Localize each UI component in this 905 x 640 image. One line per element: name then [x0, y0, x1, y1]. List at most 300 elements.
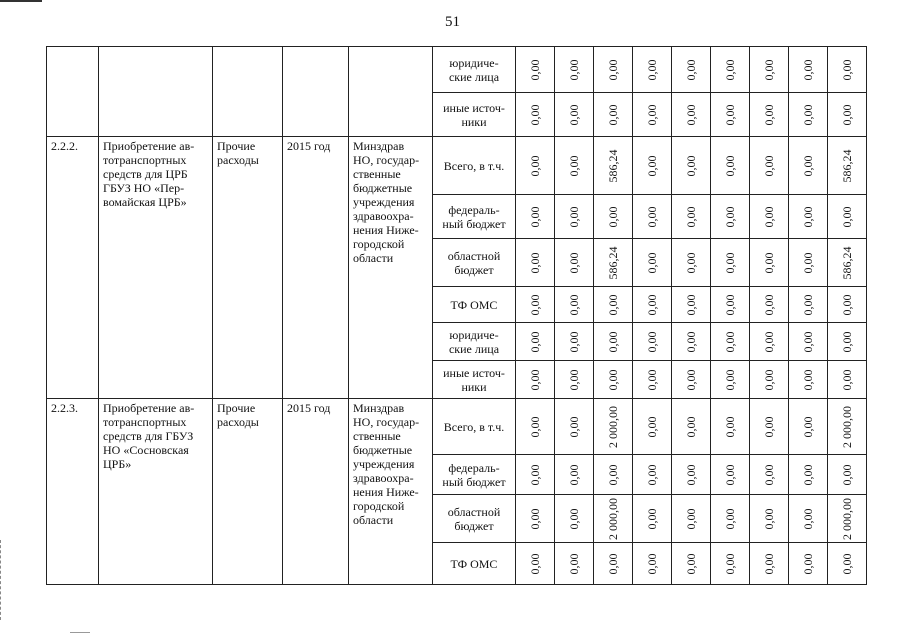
amount-value: 0,00	[762, 464, 776, 485]
amount-value: 0,00	[684, 331, 698, 352]
amount-value: 0,00	[528, 553, 542, 574]
executor-line: области	[353, 513, 394, 527]
amount-value: 0,00	[723, 59, 737, 80]
amount-value: 0,00	[840, 206, 854, 227]
executor-line: нения Ниже-	[353, 223, 419, 237]
amount-value: 0,00	[723, 104, 737, 125]
amount-cell	[750, 495, 789, 543]
amount-cell	[789, 47, 828, 93]
amount-value: 0,00	[567, 294, 581, 315]
amount-cell	[555, 399, 594, 455]
item-name-line: тотранспортных	[103, 415, 187, 429]
amount-value: 0,00	[801, 155, 815, 176]
funding-source-label-line: ские лица	[448, 69, 500, 84]
funding-source-label-line: ТФ ОМС	[450, 556, 498, 571]
amount-value: 0,00	[606, 59, 620, 80]
amount-value: 0,00	[801, 206, 815, 227]
amount-value: 0,00	[528, 464, 542, 485]
amount-value: 0,00	[801, 252, 815, 273]
expense-type	[213, 399, 283, 585]
item-name-line: ЦРБ»	[103, 457, 132, 471]
amount-cell	[516, 47, 555, 93]
funding-source-label-line: юридиче-	[449, 327, 499, 342]
amount-cell	[711, 455, 750, 495]
funding-source-label-line: юридиче-	[449, 55, 499, 70]
amount-value: 0,00	[528, 331, 542, 352]
item-name	[99, 137, 213, 399]
funding-source-label-line: ный бюджет	[442, 474, 506, 489]
amount-cell	[516, 195, 555, 239]
amount-value: 2 000,00	[606, 405, 620, 448]
funding-source-label-line: Всего, в т.ч.	[443, 158, 505, 173]
amount-value: 0,00	[528, 104, 542, 125]
amount-value: 0,00	[723, 508, 737, 529]
amount-value: 0,00	[723, 252, 737, 273]
item-name-line: ГБУЗ НО «Пер-	[103, 181, 185, 195]
amount-cell	[750, 47, 789, 93]
amount-cell	[555, 323, 594, 361]
amount-value: 0,00	[723, 464, 737, 485]
funding-source-label	[433, 323, 516, 361]
funding-source-label	[433, 287, 516, 323]
amount-value: 0,00	[528, 294, 542, 315]
amount-value: 0,00	[567, 206, 581, 227]
amount-value: 0,00	[801, 369, 815, 390]
amount-value: 0,00	[645, 331, 659, 352]
amount-cell	[750, 239, 789, 287]
amount-cell	[750, 137, 789, 195]
funding-source-label-line: областной	[447, 504, 501, 519]
amount-value: 586,24	[606, 149, 620, 182]
amount-cell	[672, 195, 711, 239]
amount-cell	[633, 323, 672, 361]
amount-value: 0,00	[684, 155, 698, 176]
item-number-line: 2.2.3.	[51, 401, 78, 415]
amount-cell	[750, 399, 789, 455]
funding-source-label-line: ники	[461, 379, 487, 394]
table-row	[47, 137, 867, 195]
amount-cell	[711, 495, 750, 543]
amount-cell	[594, 455, 633, 495]
amount-cell	[672, 239, 711, 287]
amount-cell	[555, 239, 594, 287]
amount-value: 0,00	[567, 464, 581, 485]
executor-line: городской	[353, 237, 405, 251]
funding-source-label-line: иные источ-	[443, 365, 505, 380]
amount-cell	[828, 455, 867, 495]
funding-source-label-line: бюджет	[454, 518, 494, 533]
amount-value: 0,00	[762, 294, 776, 315]
item-name-line: Приобретение ав-	[103, 401, 195, 415]
amount-value: 0,00	[762, 508, 776, 529]
table-row	[47, 399, 867, 455]
amount-value: 0,00	[801, 553, 815, 574]
amount-cell	[828, 495, 867, 543]
amount-value: 0,00	[840, 294, 854, 315]
executor-cell	[349, 47, 433, 137]
funding-source-label	[433, 239, 516, 287]
amount-value: 0,00	[528, 252, 542, 273]
amount-cell	[750, 93, 789, 137]
amount-cell	[594, 93, 633, 137]
funding-source-label-line: федераль-	[448, 202, 500, 217]
amount-cell	[789, 495, 828, 543]
amount-value: 586,24	[840, 149, 854, 182]
amount-cell	[516, 399, 555, 455]
amount-cell	[516, 239, 555, 287]
amount-cell	[594, 361, 633, 399]
expense-type-line: Прочие	[217, 139, 256, 153]
amount-value: 0,00	[645, 464, 659, 485]
amount-value: 0,00	[606, 206, 620, 227]
scan-edge-line	[0, 0, 42, 2]
amount-cell	[555, 361, 594, 399]
amount-value: 2 000,00	[606, 497, 620, 540]
amount-cell	[789, 361, 828, 399]
amount-cell	[672, 137, 711, 195]
amount-value: 0,00	[723, 369, 737, 390]
amount-cell	[672, 323, 711, 361]
amount-cell	[750, 361, 789, 399]
amount-value: 0,00	[684, 294, 698, 315]
amount-value: 586,24	[606, 246, 620, 279]
amount-cell	[555, 287, 594, 323]
amount-cell	[789, 399, 828, 455]
amount-cell	[711, 361, 750, 399]
amount-cell	[555, 495, 594, 543]
amount-cell	[594, 399, 633, 455]
amount-value: 0,00	[528, 155, 542, 176]
amount-cell	[516, 137, 555, 195]
amount-cell	[789, 93, 828, 137]
amount-cell	[828, 93, 867, 137]
amount-value: 0,00	[801, 104, 815, 125]
item-number	[47, 137, 99, 399]
amount-value: 0,00	[762, 331, 776, 352]
executor-line: учреждения	[353, 457, 415, 471]
amount-value: 0,00	[723, 416, 737, 437]
amount-value: 0,00	[606, 331, 620, 352]
amount-cell	[789, 137, 828, 195]
amount-value: 0,00	[567, 104, 581, 125]
name-cell	[99, 47, 213, 137]
amount-value: 0,00	[567, 508, 581, 529]
item-number	[47, 399, 99, 585]
year	[283, 399, 349, 585]
amount-cell	[594, 287, 633, 323]
amount-cell	[789, 239, 828, 287]
amount-cell	[828, 543, 867, 585]
type-cell	[213, 47, 283, 137]
amount-value: 0,00	[528, 508, 542, 529]
amount-value: 0,00	[801, 331, 815, 352]
amount-cell	[828, 137, 867, 195]
funding-source-label-line: ТФ ОМС	[450, 297, 498, 312]
amount-value: 0,00	[762, 104, 776, 125]
amount-cell	[633, 47, 672, 93]
amount-cell	[711, 287, 750, 323]
year-line: 2015 год	[287, 401, 331, 415]
amount-cell	[711, 47, 750, 93]
amount-cell	[633, 361, 672, 399]
amount-value: 0,00	[684, 369, 698, 390]
executor-line: НО, государ-	[353, 153, 420, 167]
amount-cell	[711, 239, 750, 287]
amount-value: 0,00	[606, 553, 620, 574]
funding-source-label	[433, 361, 516, 399]
amount-cell	[516, 543, 555, 585]
amount-value: 0,00	[645, 553, 659, 574]
amount-value: 0,00	[528, 59, 542, 80]
amount-cell	[594, 323, 633, 361]
amount-value: 0,00	[567, 416, 581, 437]
amount-cell	[828, 287, 867, 323]
funding-source-label	[433, 455, 516, 495]
amount-value: 2 000,00	[840, 405, 854, 448]
executor-line: здравоохра-	[353, 209, 414, 223]
amount-value: 0,00	[645, 294, 659, 315]
amount-value: 0,00	[840, 369, 854, 390]
amount-cell	[672, 495, 711, 543]
amount-cell	[633, 195, 672, 239]
amount-cell	[828, 239, 867, 287]
amount-cell	[555, 137, 594, 195]
table-row	[47, 47, 867, 93]
amount-value: 2 000,00	[840, 497, 854, 540]
amount-cell	[711, 399, 750, 455]
amount-cell	[555, 543, 594, 585]
item-name	[99, 399, 213, 585]
amount-cell	[555, 93, 594, 137]
amount-cell	[516, 287, 555, 323]
item-number-line: 2.2.2.	[51, 139, 78, 153]
amount-value: 0,00	[684, 508, 698, 529]
budget-table	[46, 46, 867, 585]
item-name-line: НО «Сосновская	[103, 443, 189, 457]
amount-value: 0,00	[645, 155, 659, 176]
executor-line: бюджетные	[353, 443, 413, 457]
amount-value: 0,00	[723, 553, 737, 574]
amount-value: 0,00	[684, 252, 698, 273]
amount-cell	[672, 287, 711, 323]
amount-value: 0,00	[801, 464, 815, 485]
amount-cell	[711, 93, 750, 137]
amount-value: 0,00	[645, 206, 659, 227]
amount-value: 0,00	[684, 553, 698, 574]
amount-cell	[633, 287, 672, 323]
amount-value: 0,00	[684, 206, 698, 227]
amount-cell	[789, 455, 828, 495]
amount-cell	[750, 455, 789, 495]
amount-value: 0,00	[723, 331, 737, 352]
amount-value: 0,00	[567, 252, 581, 273]
amount-cell	[633, 239, 672, 287]
executor-line: нения Ниже-	[353, 485, 419, 499]
amount-cell	[633, 399, 672, 455]
amount-cell	[672, 361, 711, 399]
amount-cell	[789, 195, 828, 239]
amount-value: 0,00	[684, 464, 698, 485]
executor-line: области	[353, 251, 394, 265]
amount-cell	[555, 47, 594, 93]
amount-value: 0,00	[684, 104, 698, 125]
amount-value: 0,00	[762, 59, 776, 80]
amount-cell	[711, 195, 750, 239]
expense-type-line: Прочие	[217, 401, 256, 415]
year-cell	[283, 47, 349, 137]
expense-type-line: расходы	[217, 153, 259, 167]
amount-cell	[633, 455, 672, 495]
expense-type-line: расходы	[217, 415, 259, 429]
amount-cell	[594, 47, 633, 93]
amount-cell	[516, 361, 555, 399]
page-number: 51	[445, 14, 460, 30]
funding-source-label-line: областной	[447, 248, 501, 263]
amount-value: 0,00	[723, 155, 737, 176]
amount-cell	[516, 495, 555, 543]
executor-line: ственные	[353, 167, 401, 181]
amount-value: 0,00	[606, 464, 620, 485]
amount-value: 0,00	[528, 416, 542, 437]
amount-value: 0,00	[567, 369, 581, 390]
amount-cell	[594, 239, 633, 287]
executor-line: здравоохра-	[353, 471, 414, 485]
funding-source-label	[433, 543, 516, 585]
amount-cell	[789, 543, 828, 585]
amount-value: 586,24	[840, 246, 854, 279]
amount-value: 0,00	[840, 59, 854, 80]
amount-value: 0,00	[645, 252, 659, 273]
amount-cell	[711, 323, 750, 361]
amount-value: 0,00	[606, 104, 620, 125]
amount-cell	[750, 195, 789, 239]
amount-value: 0,00	[528, 206, 542, 227]
amount-cell	[633, 495, 672, 543]
executor-line: ственные	[353, 429, 401, 443]
amount-cell	[672, 455, 711, 495]
amount-value: 0,00	[528, 369, 542, 390]
amount-value: 0,00	[723, 206, 737, 227]
executor-line: Минздрав	[353, 401, 405, 415]
amount-value: 0,00	[684, 416, 698, 437]
amount-value: 0,00	[723, 294, 737, 315]
executor	[349, 399, 433, 585]
amount-cell	[750, 287, 789, 323]
amount-value: 0,00	[645, 508, 659, 529]
executor-line: учреждения	[353, 195, 415, 209]
amount-cell	[828, 399, 867, 455]
amount-cell	[633, 543, 672, 585]
amount-value: 0,00	[762, 206, 776, 227]
item-name-line: средств для ЦРБ	[103, 167, 188, 181]
amount-value: 0,00	[645, 416, 659, 437]
amount-cell	[672, 399, 711, 455]
amount-value: 0,00	[606, 369, 620, 390]
amount-cell	[516, 323, 555, 361]
amount-cell	[672, 543, 711, 585]
executor-line: Минздрав	[353, 139, 405, 153]
scan-margin-mark	[0, 540, 4, 620]
amount-cell	[828, 195, 867, 239]
amount-value: 0,00	[840, 553, 854, 574]
amount-value: 0,00	[801, 59, 815, 80]
funding-source-label-line: бюджет	[454, 262, 494, 277]
amount-cell	[789, 287, 828, 323]
amount-value: 0,00	[567, 155, 581, 176]
funding-source-label	[433, 195, 516, 239]
amount-value: 0,00	[645, 369, 659, 390]
year	[283, 137, 349, 399]
amount-value: 0,00	[801, 508, 815, 529]
amount-value: 0,00	[801, 294, 815, 315]
funding-source-label	[433, 93, 516, 137]
amount-value: 0,00	[567, 59, 581, 80]
funding-source-label	[433, 137, 516, 195]
funding-source-label	[433, 495, 516, 543]
amount-cell	[516, 93, 555, 137]
amount-value: 0,00	[762, 416, 776, 437]
amount-cell	[555, 455, 594, 495]
amount-cell	[711, 137, 750, 195]
amount-value: 0,00	[567, 331, 581, 352]
amount-value: 0,00	[840, 104, 854, 125]
amount-cell	[672, 93, 711, 137]
amount-cell	[789, 323, 828, 361]
amount-cell	[750, 543, 789, 585]
amount-value: 0,00	[840, 464, 854, 485]
amount-cell	[594, 195, 633, 239]
item-name-line: средств для ГБУЗ	[103, 429, 194, 443]
expense-type	[213, 137, 283, 399]
funding-source-label	[433, 399, 516, 455]
amount-value: 0,00	[762, 369, 776, 390]
amount-value: 0,00	[567, 553, 581, 574]
amount-cell	[516, 455, 555, 495]
item-name-line: вомайская ЦРБ»	[103, 195, 187, 209]
amount-value: 0,00	[762, 553, 776, 574]
item-name-line: Приобретение ав-	[103, 139, 195, 153]
scan-bottom-mark	[70, 632, 90, 633]
amount-cell	[633, 137, 672, 195]
funding-source-label-line: иные источ-	[443, 100, 505, 115]
amount-cell	[672, 47, 711, 93]
item-name-line: тотранспортных	[103, 153, 187, 167]
amount-cell	[555, 195, 594, 239]
executor-line: бюджетные	[353, 181, 413, 195]
amount-value: 0,00	[606, 294, 620, 315]
amount-value: 0,00	[645, 59, 659, 80]
executor-line: городской	[353, 499, 405, 513]
executor-line: НО, государ-	[353, 415, 420, 429]
amount-cell	[594, 137, 633, 195]
amount-value: 0,00	[762, 155, 776, 176]
amount-cell	[594, 495, 633, 543]
amount-value: 0,00	[762, 252, 776, 273]
amount-cell	[633, 93, 672, 137]
executor	[349, 137, 433, 399]
amount-cell	[828, 361, 867, 399]
amount-value: 0,00	[801, 416, 815, 437]
funding-source-label-line: ный бюджет	[442, 216, 506, 231]
funding-source-label-line: ники	[461, 114, 487, 129]
amount-cell	[594, 543, 633, 585]
amount-cell	[750, 323, 789, 361]
amount-value: 0,00	[684, 59, 698, 80]
amount-cell	[828, 47, 867, 93]
funding-source-label-line: ские лица	[448, 341, 500, 356]
funding-source-label-line: Всего, в т.ч.	[443, 419, 505, 434]
funding-source-label-line: федераль-	[448, 460, 500, 475]
